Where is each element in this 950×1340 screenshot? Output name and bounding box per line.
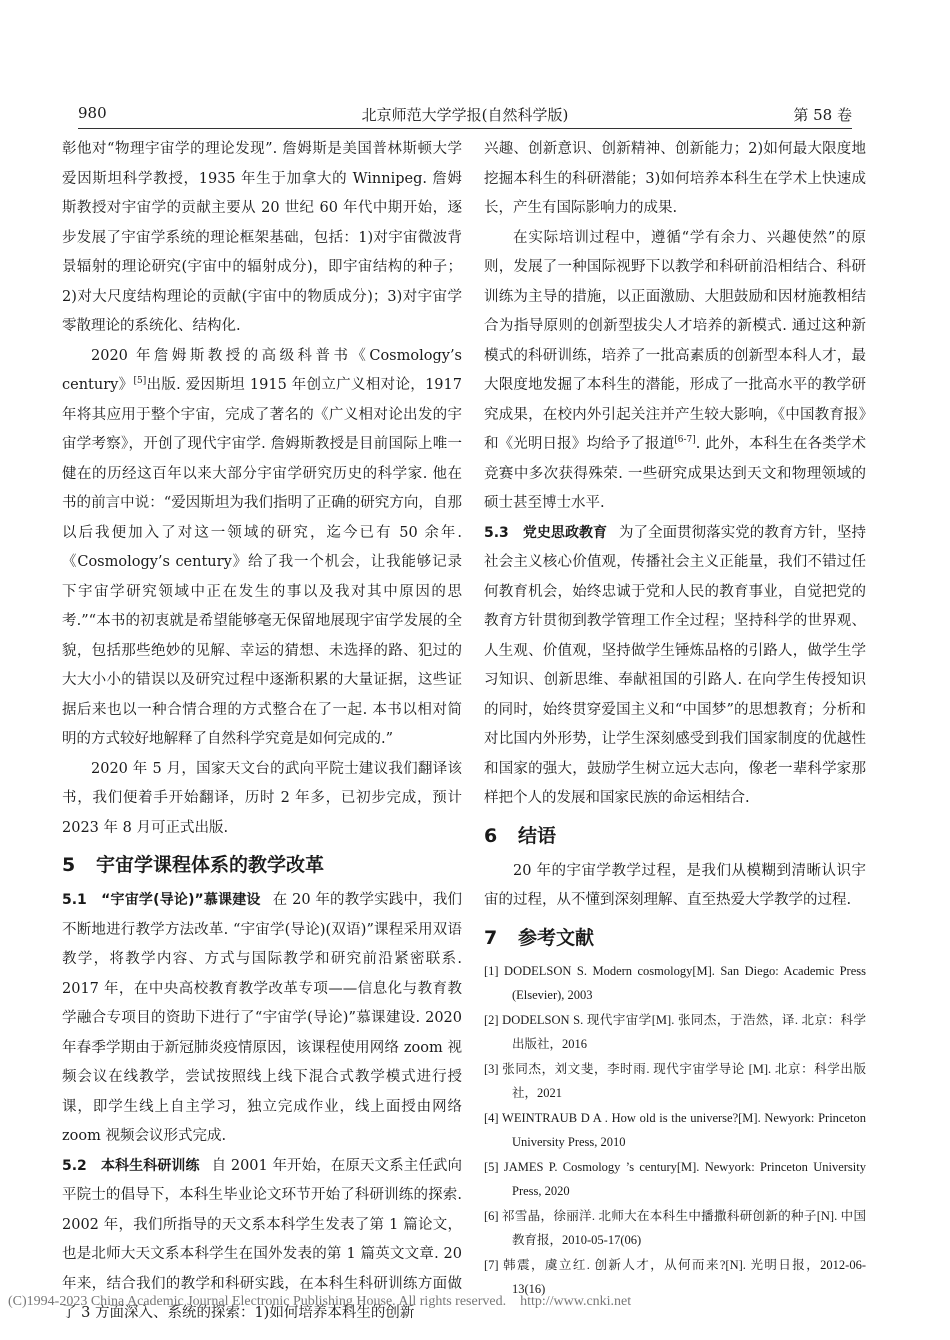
subsection-heading: 5.2 本科生科研训练 — [62, 1157, 200, 1174]
reference-item: [7] 韩震，虞立红. 创新人才，从何而来?[N]. 光明日报，2012-06-13(16) — [484, 1257, 866, 1296]
subsection-heading: 5.1 “宇宙学(导论)”慕课建设 — [62, 892, 261, 908]
reference-item: [1] DODELSON S. Modern cosmology[M]. San Diego: Academic Press (Elsevier), 2003 — [484, 963, 866, 1002]
section-title: 参考文献 — [518, 926, 595, 949]
paragraph — [62, 342, 462, 755]
right-column — [484, 135, 866, 1302]
left-column — [62, 135, 462, 1329]
reference-item: [4] WEINTRAUB D A . How old is the universe?[M]. Newyork: Princeton University Press, 2010 — [484, 1110, 866, 1149]
section-title: 结语 — [518, 824, 557, 847]
reference-item: [6] 祁雪晶，徐丽洋. 北师大在本科生中播撒科研创新的种子[N]. 中国教育报，2010-05-17(06) — [484, 1208, 866, 1247]
page-number: 980 — [78, 104, 107, 122]
reference-item: [3] 张同杰，刘文斐，李时雨. 现代宇宙学导论 [M]. 北京：科学出版社，2021 — [484, 1061, 866, 1100]
subsection-heading: 5.3 党史思政教育 — [484, 524, 608, 541]
reference-list — [484, 959, 866, 1302]
journal-title: 北京师范大学学报(自然科学版) — [361, 106, 569, 124]
copyright-footer: (C)1994-2023 China Academic Journal Electronic Publishing House. All rights reserved. http://www.cnki.net — [8, 1294, 632, 1309]
paragraph-text: 2020 年詹姆斯教授的高级科普书《Cosmology’s century》 — [62, 347, 462, 393]
paragraph: 20 年的宇宙学教学过程，是我们从模糊到清晰认识宇宙的过程，从不懂到深刻理解、直至热爱大学教学的过程. — [484, 862, 866, 908]
reference-item: [2] DODELSON S. 现代宇宙学[M]. 张同杰，于浩然，译. 北京：科学出版社，2016 — [484, 1012, 866, 1051]
paragraph: 兴趣、创新意识、创新精神、创新能力；2)如何最大限度地挖掘本科生的科研潜能；3)如何培养本科生在学术上快速成长，产生有国际影响力的成果. — [484, 141, 866, 216]
citation-ref[interactable]: [6-7] — [674, 435, 696, 446]
paragraph-text: 自 2001 年开始，在原天文系主任武向平院士的倡导下，本科生毕业论文环节开始了科研训练的探索. 2002 年，我们所指导的天文系本科学生发表了第 1 篇论文，也是北师大天文系本科学生在国外发表的第 1 篇英文文章. 20 年来，结合我们的教学和科研实践，在本科生科研训练方面做了 3 方面深入、系统的探索：1)如何培养本科生的创新 — [62, 1157, 462, 1321]
paragraph — [484, 519, 866, 814]
paragraph: 2020 年 5 月，国家天文台的武向平院士建议我们翻译该书，我们便着手开始翻译，历时 2 年多，已初步完成，预计 2023 年 8 月可正式出版. — [62, 760, 462, 836]
running-header — [78, 98, 852, 129]
section-number: 6 — [484, 824, 498, 847]
section-number: 7 — [484, 926, 498, 949]
paragraph — [484, 224, 866, 519]
paragraph-text: 为了全面贯彻落实党的教育方针，坚持社会主义核心价值观，传播社会主义正能量，我们不错过任何教育机会，始终忠诚于党和人民的教育事业，自觉把党的教育方针贯彻到教学管理工作全过程；坚持科学的世界观、人生观、价值观，坚持做学生锤炼品格的引路人，做学生学习知识、创新思维、奉献祖国的引路人. 在向学生传授知识的同时，始终贯穿爱国主义和“中国梦”的思想教育；分析和对比国内外形势，让学生深刻感受到我们国家制度的优越性和国家的强大，鼓励学生树立远大志向，像老一辈科学家那样把个人的发展和国家民族的命运相结合. — [484, 524, 866, 806]
volume-label: 第 58 卷 — [793, 106, 852, 124]
paragraph-text: 在实际培训过程中，遵循“学有余力、兴趣使然”的原则，发展了一种国际视野下以教学和科研前沿相结合、科研训练为主导的措施，以正面激励、大胆鼓励和因材施教相结合为指导原则的创新型拔尖人才培养的新模式. 通过这种新模式的科研训练，培养了一批高素质的创新型本科人才，最大限度地发掘了本科生的潜能，形成了一批高水平的教学研究成果，在校内外引起关注并产生较大影响，《中国教育报》和《光明日报》均给予了报道 — [484, 229, 866, 452]
paragraph — [62, 886, 462, 1152]
section-heading-5 — [62, 850, 462, 880]
section-title: 宇宙学课程体系的教学改革 — [96, 854, 325, 876]
paragraph-text: . 此外，本科生在各类学术竞赛中多次获得殊荣. 一些研究成果达到天文和物理领域的硕士甚至博士水平. — [484, 436, 867, 511]
paragraph-text: 在 20 年的教学实践中，我们不断地进行教学方法改革. “宇宙学(导论)(双语)”课程采用双语教学，将教学内容、方式与国际教学和研究前沿紧密联系. 2017 年，在中央高校教育教学改革专项——信息化与教育教学融合专项目的资助下进行了“宇宙学(导论)”慕课建设. 2020 年春季学期由于新冠肺炎疫情原因，该课程使用网络 zoom 视频会议在线教学，尝试按照线上线下混合式教学模式进行授课，即学生线上自主学习，独立完成作业，线上面授由网络 zoom 视频会议形式完成. — [62, 892, 463, 1144]
section-number: 5 — [62, 854, 76, 876]
paragraph-text: 出版. 爱因斯坦 1915 年创立广义相对论，1917 年将其应用于整个宇宙，完成了著名的《广义相对论出发的宇宙学考察》，开创了现代宇宙学. 詹姆斯教授是目前国际上唯一健在的历经这百年以来大部分宇宙学研究历史的科学家. 他在书的前言中说：“爱因斯坦为我们指明了正确的研究方向，自那以后我便加入了对这一领域的研究，迄今已有 50 余年.《Cosmology’s century》给了我一个机会，让我能够记录下宇宙学研究领域中正在发生的事以及我对其中原因的思考.”“本书的初衷就是希望能够毫无保留地展现宇宙学发展的全貌，包括那些绝妙的见解、幸运的猜想、未选择的路、犯过的大大小小的错误以及研究过程中逐渐积累的大量证据，这些证据后来也以一种合情合理的方式整合在了一起. 本书以相对简明的方式较好地解释了自然科学究竟是如何完成的.” — [62, 377, 462, 747]
reference-item: [5] JAMES P. Cosmology ’s century[M]. Newyork: Princeton University Press, 2020 — [484, 1159, 866, 1198]
paragraph: 彰他对“物理宇宙学的理论发现”. 詹姆斯是美国普林斯顿大学爱因斯坦科学教授，1935 年生于加拿大的 Winnipeg. 詹姆斯教授对宇宙学的贡献主要从 20 世纪 60 年代中期开始，逐步发展了宇宙学系统的理论框架基础，包括：1)对宇宙微波背景辐射的理论研究(宇宙中的辐射成分)，即宇宙结构的种子；2)对大尺度结构理论的贡献(宇宙中的物质成分)；3)对宇宙学零散理论的系统化、结构化. — [62, 141, 462, 334]
section-heading-6 — [484, 821, 866, 851]
citation-ref[interactable]: [5] — [133, 376, 147, 387]
section-heading-7 — [484, 923, 866, 953]
